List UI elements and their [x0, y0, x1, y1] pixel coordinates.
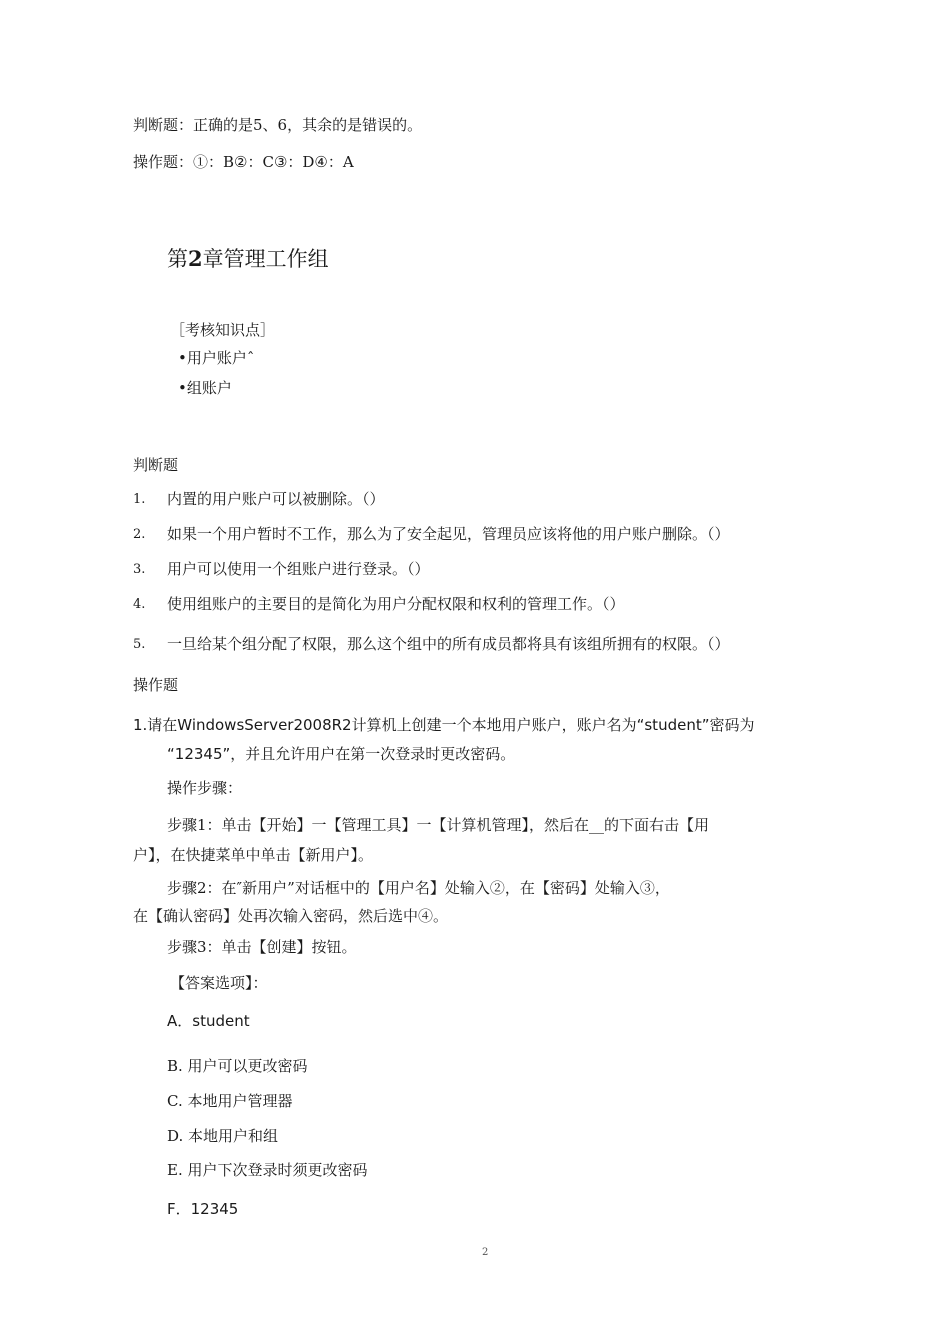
answer-option: A．student — [167, 1012, 250, 1030]
operation-section-heading: 操作题 — [133, 676, 179, 694]
step-2-line: 在【确认密码】处再次输入密码，然后选中④。 — [133, 907, 449, 925]
question-number: 2. — [133, 527, 146, 542]
question-number: 3. — [133, 562, 146, 577]
operation-task-line: “12345”，并且允许用户在第一次登录时更改密码。 — [167, 745, 516, 763]
question-number: 1. — [133, 492, 146, 507]
chapter-heading — [167, 245, 329, 273]
chapter-number: 2 — [188, 246, 203, 271]
step-2-line: 步骤2：在″新用户”对话框中的【用户名】处输入②，在【密码】处输入③， — [167, 879, 670, 897]
page-number: 2 — [482, 1247, 489, 1258]
operation-task-line: 1.请在WindowsServer2008R2计算机上创建一个本地用户账户，账户名为“student”密码为 — [133, 716, 755, 734]
answer-option: E. 用户下次登录时须更改密码 — [167, 1161, 368, 1179]
question-number: 4. — [133, 597, 146, 612]
chapter-title: 章管理工作组 — [202, 247, 329, 271]
steps-label: 操作步骤： — [167, 779, 243, 797]
question-text: 用户可以使用一个组账户进行登录。（） — [167, 560, 430, 578]
knowledge-points-heading: ［考核知识点］ — [170, 321, 276, 339]
chapter-prefix: 第 — [167, 247, 188, 271]
step-1-line: 步骤1：单击【开始】一【管理工具】一【计算机管理】，然后在__的下面右击【用 — [167, 816, 710, 834]
answer-option: C. 本地用户管理器 — [167, 1092, 293, 1110]
question-text: 一旦给某个组分配了权限，那么这个组中的所有成员都将具有该组所拥有的权限。（） — [167, 635, 730, 653]
step-1-line: 户】，在快捷菜单中单击【新用户】。 — [133, 846, 374, 864]
answer-operation-line: 操作题：①：B②：C③：D④：A — [133, 153, 354, 171]
knowledge-point-item: •组账户 — [178, 379, 232, 397]
answer-option: B. 用户可以更改密码 — [167, 1057, 308, 1075]
answer-option: D. 本地用户和组 — [167, 1127, 279, 1145]
judgement-section-heading: 判断题 — [133, 456, 179, 474]
answer-judgement-line: 判断题：正确的是5、6，其余的是错误的。 — [133, 116, 423, 134]
answer-option: F．12345 — [167, 1200, 239, 1218]
question-text: 如果一个用户暂时不工作，那么为了安全起见，管理员应该将他的用户账户删除。（） — [167, 525, 730, 543]
question-number: 5. — [133, 637, 146, 652]
step-3-line: 步骤3：单击【创建】按钮。 — [167, 938, 357, 956]
question-text: 使用组账户的主要目的是简化为用户分配权限和权利的管理工作。（） — [167, 595, 625, 613]
question-text: 内置的用户账户可以被删除。（） — [167, 490, 385, 508]
knowledge-point-item: •用户账户ˆ — [178, 349, 255, 367]
answer-options-label: 【答案选项】： — [170, 974, 268, 992]
